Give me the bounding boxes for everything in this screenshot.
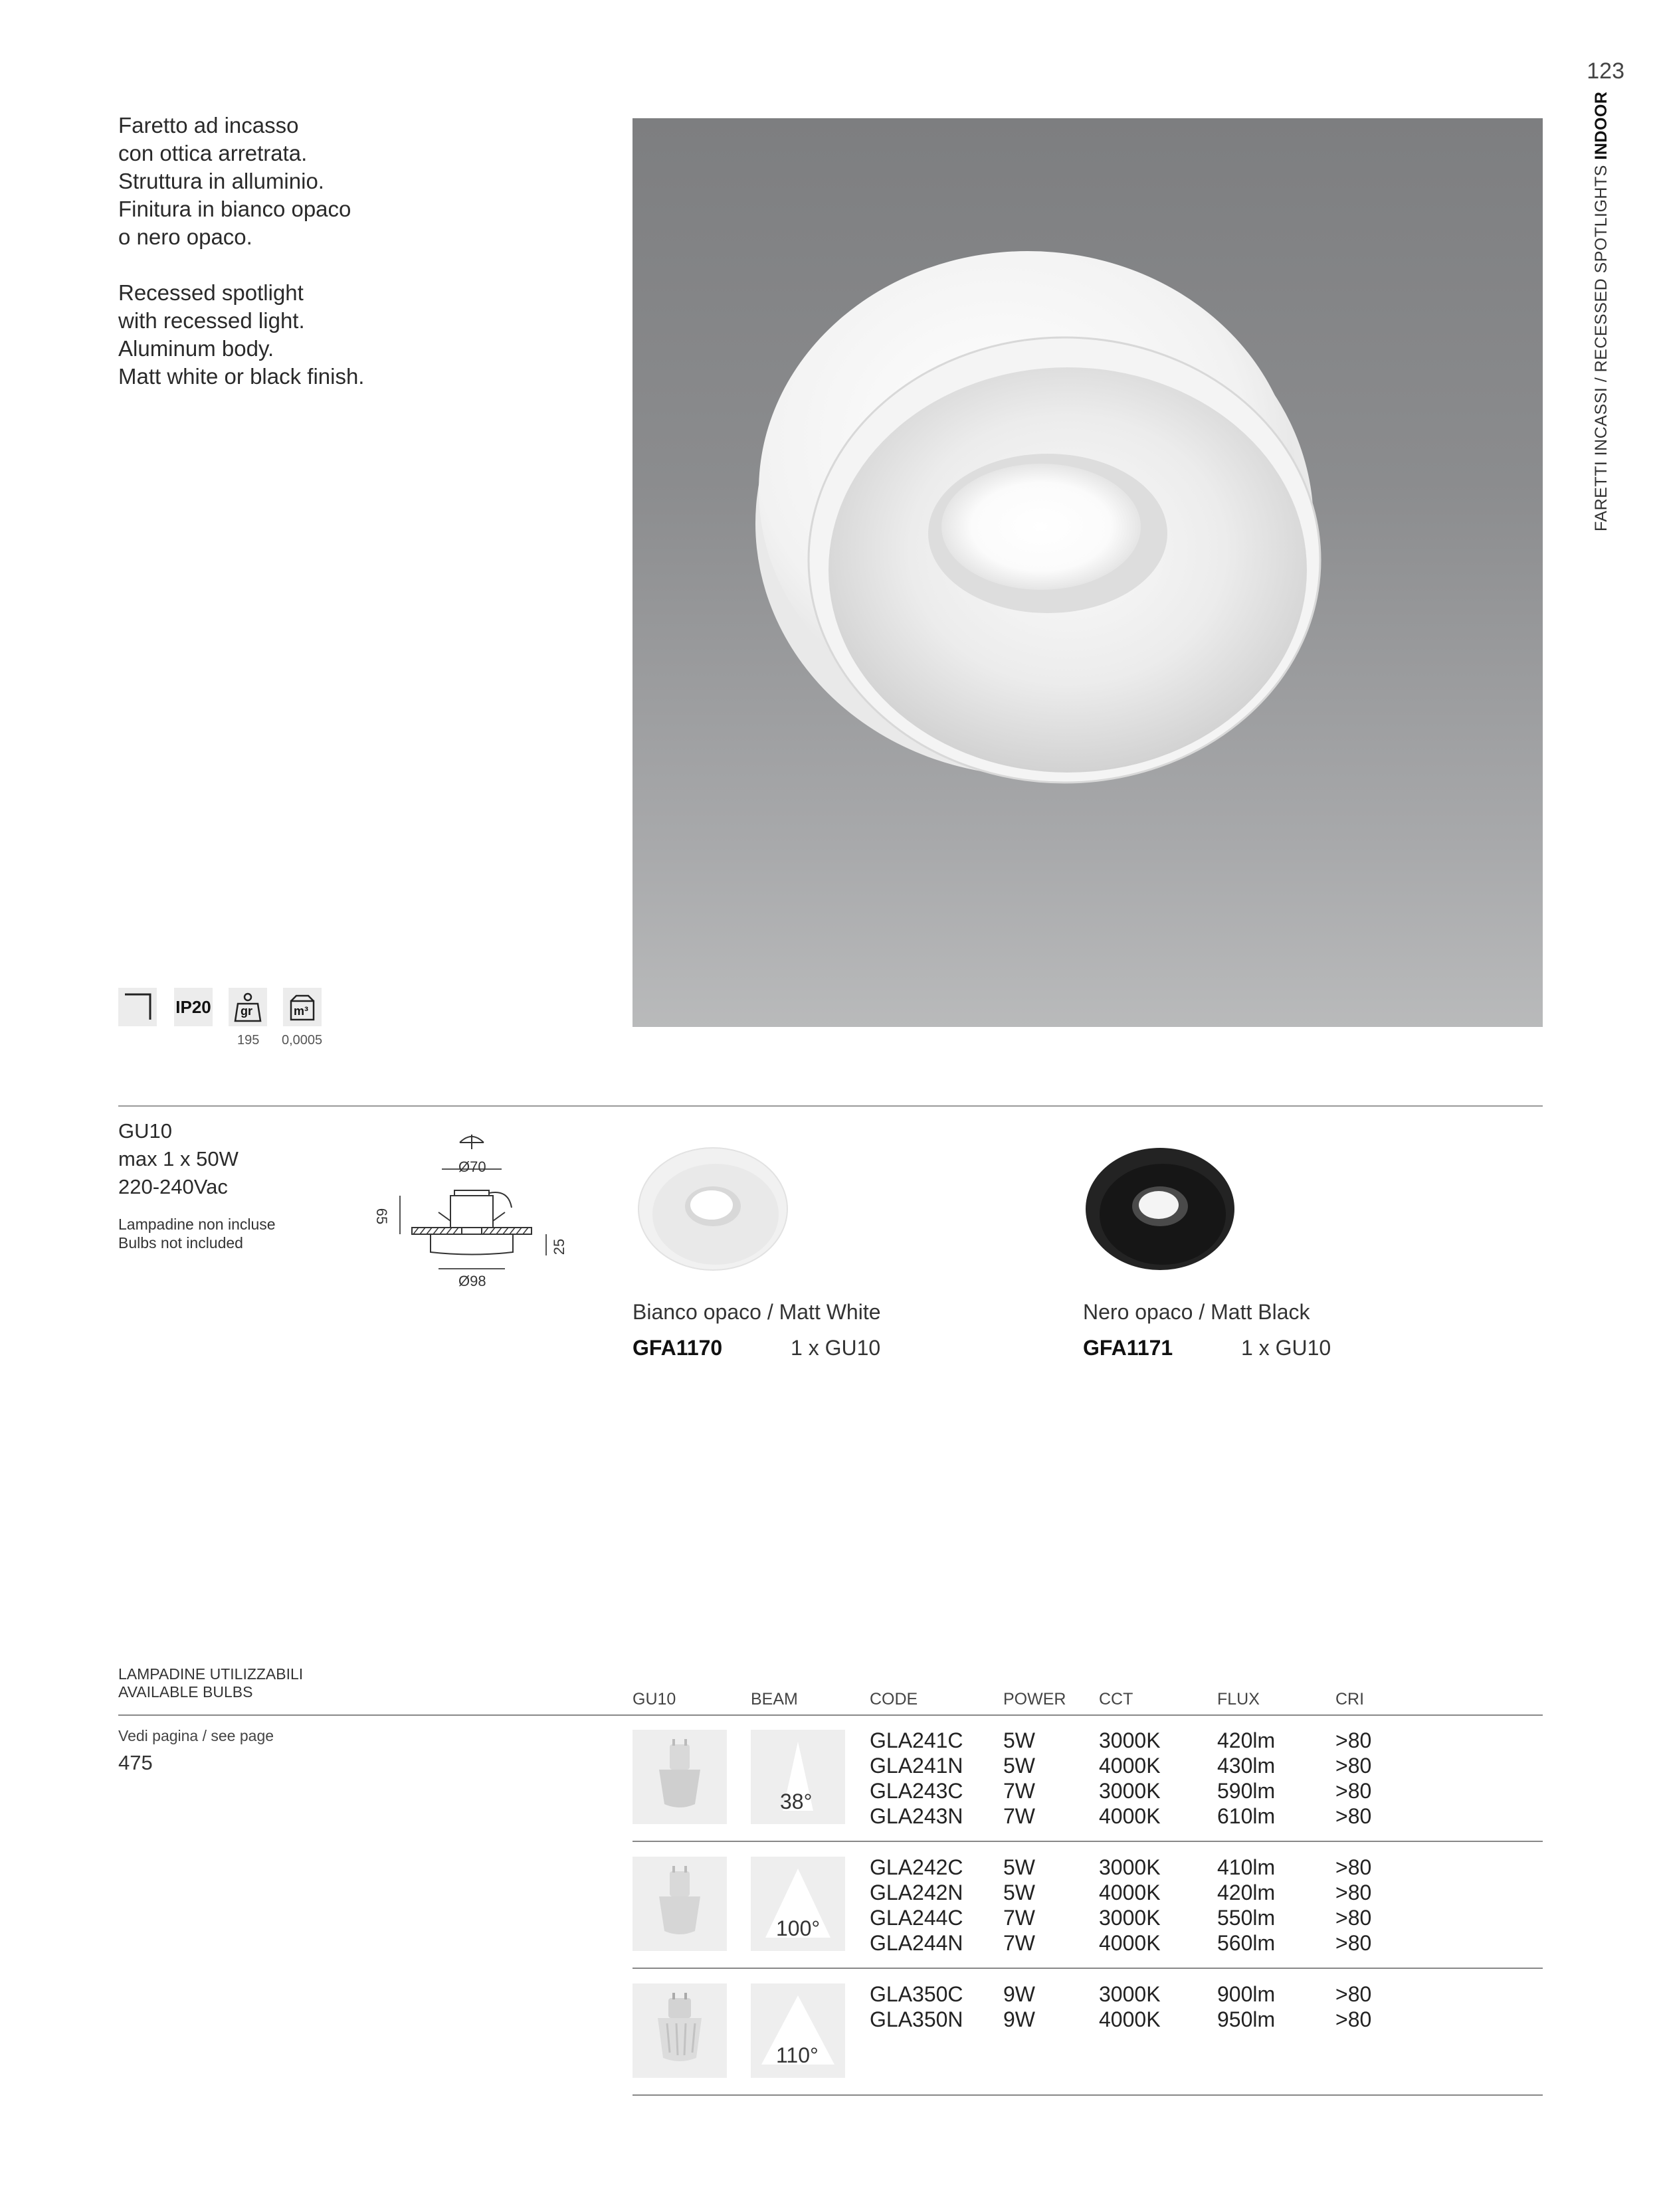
section-side-label [1592, 92, 1611, 531]
bulbs-heading [118, 1665, 303, 1701]
bulb-cct: 3000K [1099, 1906, 1161, 1930]
beam-angle-label: 100° [776, 1916, 821, 1940]
bulb-code: GLA350N [870, 2007, 963, 2031]
bulb-code-column [870, 1728, 963, 1829]
hero-product-photo [633, 118, 1543, 1027]
bulb-power-column [1003, 1728, 1035, 1829]
description-italian [118, 112, 351, 251]
variant-white-code: GFA1170 [633, 1336, 723, 1360]
bulb-thumbnail [633, 1730, 727, 1824]
bulb-cct: 4000K [1099, 1804, 1161, 1828]
bulb-code: GLA244C [870, 1906, 963, 1930]
weight-icon-text: gr [241, 1004, 252, 1018]
weight-value: 195 [237, 1033, 260, 1048]
variant-black-image [1082, 1143, 1241, 1275]
bulb-power-column [1003, 1982, 1035, 2032]
bulb-power: 5W [1003, 1855, 1035, 1879]
bulb-code: GLA244N [870, 1931, 963, 1955]
outer-diameter-label: Ø98 [458, 1273, 486, 1289]
desc-it-line: con ottica arretrata. [118, 141, 308, 165]
bulb-power: 5W [1003, 1728, 1035, 1752]
bulb-code: GLA241N [870, 1754, 963, 1778]
side-label-normal: FARETTI INCASSI / RECESSED SPOTLIGHTS [1592, 159, 1610, 531]
bulb-flux-column [1217, 1855, 1275, 1956]
volume-value: 0,0005 [282, 1033, 323, 1048]
bulb-cct-column [1099, 1982, 1161, 2032]
bulb-flux: 420lm [1217, 1728, 1276, 1752]
desc-it-line: Faretto ad incasso [118, 113, 299, 138]
bulb-cri-column [1335, 1728, 1371, 1829]
group-divider [633, 1841, 1543, 1842]
recessed-spotlight-photo [633, 118, 1543, 1027]
variant-black-socket: 1 x GU10 [1241, 1336, 1331, 1360]
bulb-flux: 610lm [1217, 1804, 1276, 1828]
bulb-code-column [870, 1982, 963, 2032]
bulb-power: 5W [1003, 1881, 1035, 1904]
bulb-cri: >80 [1335, 1779, 1372, 1803]
bulb-cct: 3000K [1099, 1779, 1161, 1803]
col-header-cri: CRI [1335, 1690, 1365, 1708]
bulb-cct: 4000K [1099, 1754, 1161, 1778]
bulb-cri: >80 [1335, 1728, 1372, 1752]
bulb-code: GLA241C [870, 1728, 963, 1752]
bulb-flux: 560lm [1217, 1931, 1276, 1955]
desc-it-line: Struttura in alluminio. [118, 169, 324, 193]
bulb-power: 7W [1003, 1906, 1035, 1930]
bulb-cri: >80 [1335, 1855, 1372, 1879]
bulb-flux: 420lm [1217, 1881, 1276, 1904]
table-bottom-divider [633, 2094, 1543, 2096]
recessed-mount-icon [118, 988, 157, 1026]
bulb-cct: 3000K [1099, 1855, 1161, 1879]
hole-diameter-label: Ø70 [458, 1158, 486, 1175]
col-header-power: POWER [1003, 1690, 1066, 1708]
col-header-gu10: GU10 [633, 1690, 676, 1708]
page-number: 123 [1587, 58, 1624, 84]
spec-power: max 1 x 50W [118, 1147, 239, 1170]
bulb-cct: 4000K [1099, 1931, 1161, 1955]
desc-en-line: Aluminum body. [118, 336, 274, 361]
bulb-cri: >80 [1335, 1804, 1372, 1828]
bulb-cri: >80 [1335, 1754, 1372, 1778]
volume-icon [283, 988, 322, 1026]
variant-black-name: Nero opaco / Matt Black [1083, 1300, 1310, 1324]
bulb-cct: 3000K [1099, 1982, 1161, 2006]
bulb-flux-column [1217, 1728, 1275, 1829]
bulb-note-it: Lampadine non incluse [118, 1216, 276, 1233]
bulb-flux: 590lm [1217, 1779, 1276, 1803]
bulb-thumbnail [633, 1983, 727, 2078]
bulb-cct: 3000K [1099, 1728, 1161, 1752]
col-header-flux: FLUX [1217, 1690, 1260, 1708]
desc-it-line: o nero opaco. [118, 225, 252, 249]
col-header-cct: CCT [1099, 1690, 1133, 1708]
col-header-code: CODE [870, 1690, 918, 1708]
bulb-cct: 4000K [1099, 2007, 1161, 2031]
volume-icon-text: m³ [294, 1004, 308, 1018]
bulb-code: GLA243C [870, 1779, 963, 1803]
depth-label: 25 [551, 1238, 568, 1255]
bulb-cct: 4000K [1099, 1881, 1161, 1904]
bulb-code: GLA242N [870, 1881, 963, 1904]
bulb-flux: 950lm [1217, 2007, 1276, 2031]
see-page-label: Vedi pagina / see page [118, 1727, 274, 1744]
bulb-cri-column [1335, 1982, 1371, 2032]
bulb-cri: >80 [1335, 1982, 1372, 2006]
beam-thumbnail [751, 1857, 845, 1951]
bulb-code: GLA243N [870, 1804, 963, 1828]
section-divider [118, 1105, 1543, 1107]
group-divider [633, 1968, 1543, 1969]
desc-en-line: Matt white or black finish. [118, 364, 365, 389]
bulb-cri: >80 [1335, 1906, 1372, 1930]
bulb-flux: 410lm [1217, 1855, 1276, 1879]
variant-white-socket: 1 x GU10 [791, 1336, 881, 1360]
technical-drawing [372, 1129, 585, 1295]
bulb-note-en: Bulbs not included [118, 1234, 243, 1251]
see-page-number: 475 [118, 1751, 153, 1774]
bulb-flux-column [1217, 1982, 1275, 2032]
bulbs-heading-it: LAMPADINE UTILIZZABILI [118, 1665, 304, 1683]
bulb-cri: >80 [1335, 1931, 1372, 1955]
variant-black-code: GFA1171 [1083, 1336, 1173, 1360]
bulb-thumbnail [633, 1857, 727, 1951]
bulb-note [118, 1215, 276, 1252]
bulb-cri: >80 [1335, 1881, 1372, 1904]
bulb-power-column [1003, 1855, 1035, 1956]
bulb-cct-column [1099, 1855, 1161, 1956]
ip-rating-text: IP20 [175, 996, 211, 1017]
spec-socket: GU10 [118, 1119, 172, 1143]
desc-en-line: with recessed light. [118, 308, 305, 333]
bulb-power: 9W [1003, 2007, 1035, 2031]
beam-angle-label: 110° [776, 2043, 819, 2067]
variant-white-name: Bianco opaco / Matt White [633, 1300, 881, 1324]
weight-icon [229, 988, 267, 1026]
col-header-beam: BEAM [751, 1690, 798, 1708]
beam-thumbnail [751, 1730, 845, 1824]
dimension-drawing [372, 1129, 585, 1295]
bulb-power: 7W [1003, 1804, 1035, 1828]
electrical-specs [118, 1117, 239, 1201]
bulbs-heading-en: AVAILABLE BULBS [118, 1683, 253, 1701]
ip-rating-badge [174, 988, 213, 1026]
bulb-code: GLA242C [870, 1855, 963, 1879]
bulb-code: GLA350C [870, 1982, 963, 2006]
spec-voltage: 220-240Vac [118, 1175, 228, 1198]
bulb-cct-column [1099, 1728, 1161, 1829]
description-english [118, 279, 364, 391]
bulb-power: 7W [1003, 1931, 1035, 1955]
desc-en-line: Recessed spotlight [118, 280, 304, 305]
bulb-flux: 430lm [1217, 1754, 1276, 1778]
bulb-cri-column [1335, 1855, 1371, 1956]
bulb-power: 9W [1003, 1982, 1035, 2006]
bulb-flux: 550lm [1217, 1906, 1276, 1930]
bulb-flux: 900lm [1217, 1982, 1276, 2006]
height-label: 65 [373, 1208, 391, 1225]
bulb-power: 5W [1003, 1754, 1035, 1778]
variant-white-image [634, 1143, 794, 1275]
bulb-cri: >80 [1335, 2007, 1372, 2031]
beam-thumbnail [751, 1983, 845, 2078]
side-label-bold: INDOOR [1592, 91, 1610, 160]
desc-it-line: Finitura in bianco opaco [118, 197, 351, 221]
bulbs-header-divider [118, 1714, 1543, 1716]
beam-angle-label: 38° [780, 1790, 813, 1813]
bulb-code-column [870, 1855, 963, 1956]
bulb-power: 7W [1003, 1779, 1035, 1803]
